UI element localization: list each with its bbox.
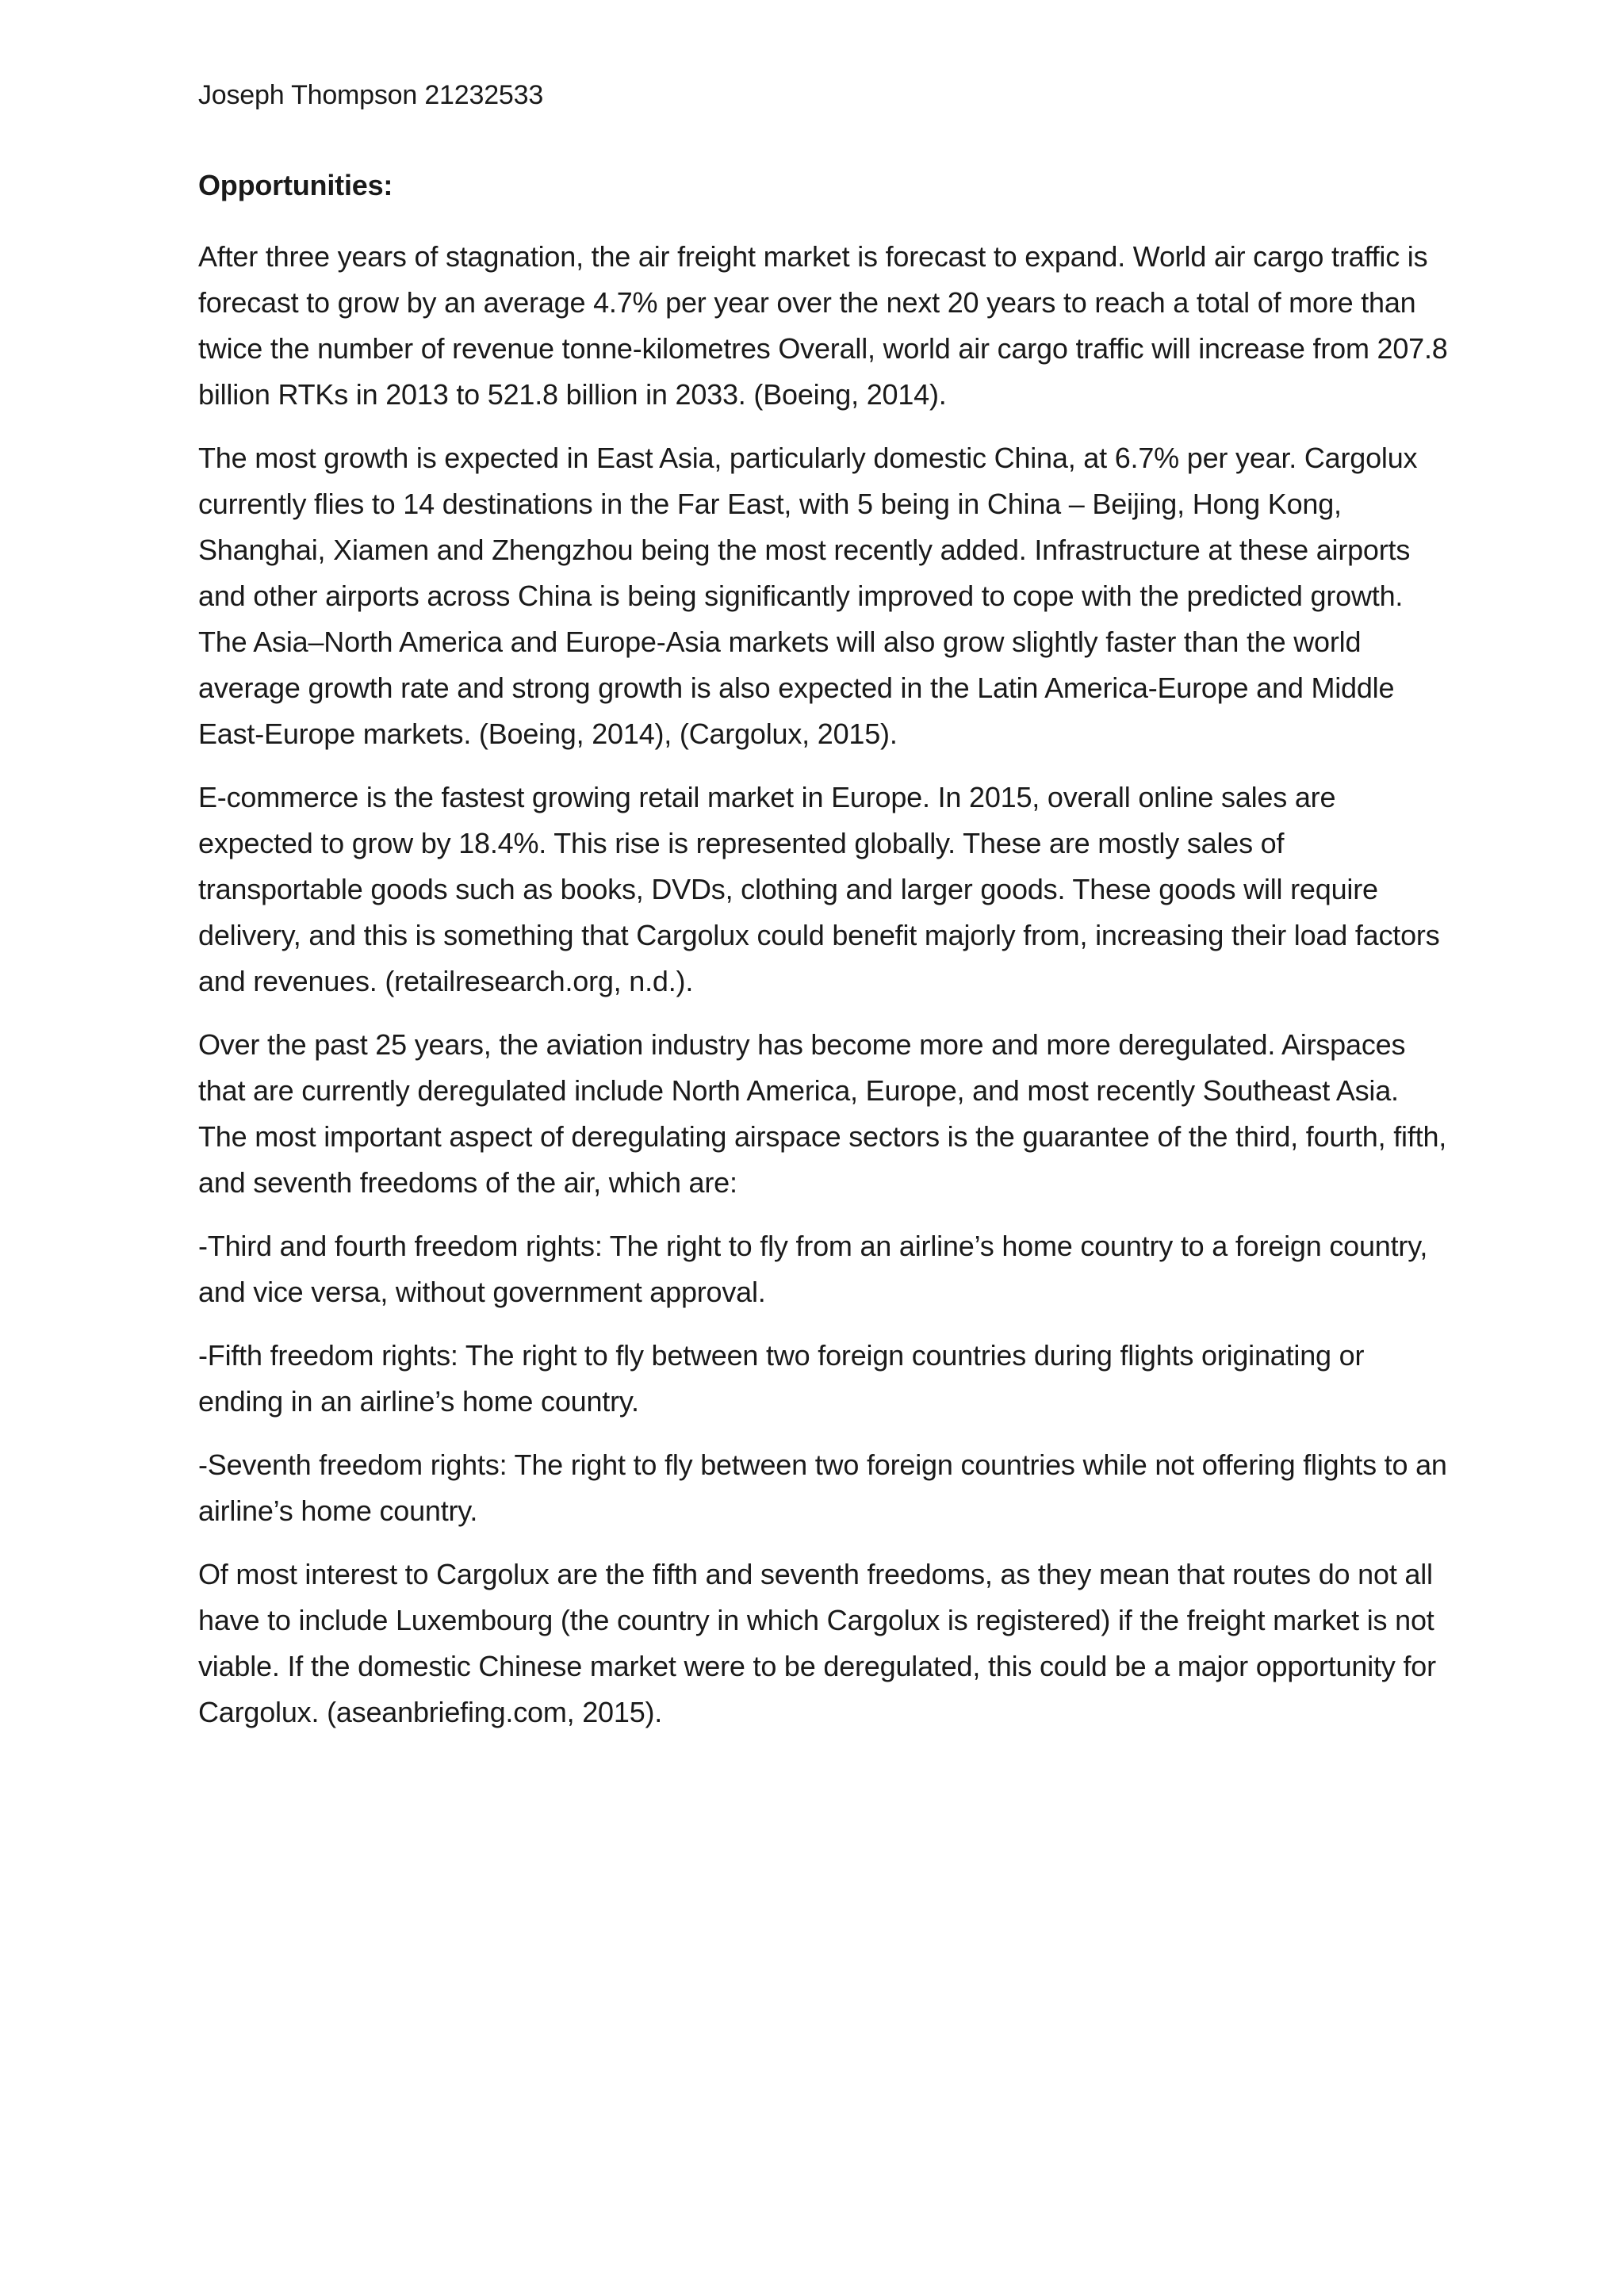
paragraph-deregulation: Over the past 25 years, the aviation industry has become more and more deregulated. Airspaces that are currently deregulated include North America, Europe, and most recently Southeast Asia. The most important aspect of deregulating airspace sectors is the guarantee of the third, fourth, fifth, and seventh freedoms of the air, which are: <box>198 1028 1447 1199</box>
paragraph-east-asia-growth: The most growth is expected in East Asia, particularly domestic China, at 6.7% per year. Cargolux currently flies to 14 destinations in the Far East, with 5 being in China – Beijing, Hong Kong, Shanghai, Xiamen and Zhengzhou being the most recently added. Infrastructure at these airports and other airports across China is being significantly improved to cope with the predicted growth. The Asia–North America and Europe-Asia markets will also grow slightly faster than the world average growth rate and strong growth is also expected in the Latin America-Europe and Middle East-Europe markets. (Boeing, 2014), (Cargolux, 2015). <box>198 442 1418 750</box>
author-line: Joseph Thompson 21232533 <box>198 80 544 110</box>
paragraph-e-commerce: E-commerce is the fastest growing retail market in Europe. In 2015, overall online sales are expected to grow by 18.4%. This rise is represented globally. These are mostly sales of transportable goods such as books, DVDs, clothing and larger goods. These goods will require delivery, and this is something that Cargolux could benefit majorly from, increasing their load factors and revenues. (retailresearch.org, n.d.). <box>198 781 1440 997</box>
section-heading: Opportunities: <box>198 169 393 201</box>
document-page <box>198 75 1451 1753</box>
paragraph-fifth-freedom: -Fifth freedom rights: The right to fly between two foreign countries during flights originating or ending in an airline’s home country. <box>198 1339 1365 1418</box>
paragraph-third-fourth-freedom: -Third and fourth freedom rights: The right to fly from an airline’s home country to a foreign country, and vice versa, without government approval. <box>198 1230 1428 1308</box>
paragraph-market-forecast: After three years of stagnation, the air freight market is forecast to expand. World air cargo traffic is forecast to grow by an average 4.7% per year over the next 20 years to reach a total of more than twice the number of revenue tonne-kilometres Overall, world air cargo traffic will increase from 207.8 billion RTKs in 2013 to 521.8 billion in 2033. (Boeing, 2014). <box>198 240 1448 411</box>
paragraph-seventh-freedom: -Seventh freedom rights: The right to fly between two foreign countries while not offering flights to an airline’s home country. <box>198 1448 1447 1527</box>
paragraph-cargolux-interest: Of most interest to Cargolux are the fifth and seventh freedoms, as they mean that routes do not all have to include Luxembourg (the country in which Cargolux is registered) if the freight market is not viable. If the domestic Chinese market were to be deregulated, this could be a major opportunity for Cargolux. (aseanbriefing.com, 2015). <box>198 1558 1436 1728</box>
